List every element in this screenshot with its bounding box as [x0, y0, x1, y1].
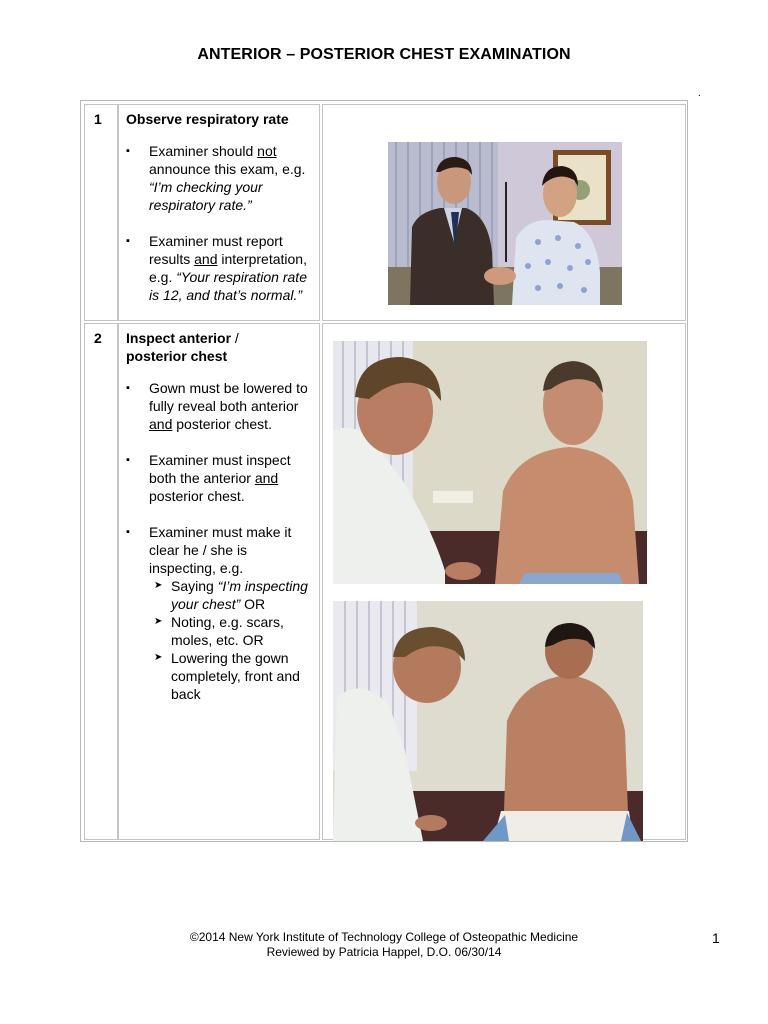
step-2-number-cell: [84, 323, 118, 840]
bullet-item: [119, 523, 317, 703]
photo-inspect-posterior-chest: [333, 601, 643, 841]
photo-greeting-handshake: [388, 142, 622, 305]
footer-copyright: ©2014 New York Institute of Technology College of Osteopathic Medicine: [189, 930, 579, 944]
step-title: Observe respiratory rate: [126, 111, 289, 127]
page-title: ANTERIOR – POSTERIOR CHEST EXAMINATION: [197, 46, 571, 63]
bullet-text: “Your respiration rate is 12, and that’s normal.”: [149, 269, 307, 303]
step-title: [126, 329, 239, 365]
arrow-bullet-icon: ➤: [154, 580, 163, 591]
page-number: 1: [712, 930, 720, 946]
bullet-text: posterior chest.: [172, 416, 272, 432]
bullet-text: not: [257, 143, 277, 159]
arrow-bullet-icon: ➤: [154, 616, 163, 627]
bullet-text: and: [149, 416, 173, 432]
square-bullet-icon: ▪: [126, 454, 130, 466]
bullet-item: [119, 379, 317, 433]
step-title-line2: posterior chest: [126, 348, 228, 364]
bullet-text: Lowering the gown completely, front and back: [171, 650, 300, 702]
step-title-slash: /: [231, 330, 239, 346]
bullet-text: OR: [240, 596, 266, 612]
step-2-photo-cell: [322, 323, 686, 840]
footer: [0, 930, 768, 960]
bullet-text: announce this exam, e.g.: [149, 161, 306, 177]
bullet-text: Examiner must report results: [149, 233, 283, 267]
bullet-text: Noting, e.g. scars, moles, etc. OR: [171, 614, 284, 648]
bullet-text: Examiner must inspect both the anterior: [149, 452, 291, 486]
bullet-text: posterior chest.: [149, 488, 245, 504]
sub-bullet-item: [149, 613, 317, 649]
bullet-item: [119, 451, 317, 505]
step-title-main: Inspect anterior: [126, 330, 232, 346]
bullet-item: [119, 142, 317, 214]
step-2-text-cell: [118, 323, 320, 840]
step-1-bullets: [119, 142, 317, 322]
arrow-bullet-icon: ➤: [154, 652, 163, 663]
stray-mark: .: [698, 88, 701, 99]
sub-bullet-list: [149, 577, 317, 703]
step-number: 2: [94, 330, 102, 346]
bullet-text: Examiner should: [149, 143, 258, 159]
bullet-text: “I’m inspecting your chest”: [171, 578, 308, 612]
footer-reviewed-by: Reviewed by Patricia Happel, D.O. 06/30/14: [266, 945, 502, 959]
exam-table: [80, 100, 688, 842]
square-bullet-icon: ▪: [126, 526, 130, 538]
step-1-number-cell: [84, 104, 118, 321]
bullet-text: Gown must be lowered to fully reveal both anterior: [149, 380, 308, 414]
bullet-text: Examiner must make it clear he / she is inspecting, e.g.: [149, 524, 292, 576]
bullet-text: “I’m checking your respiratory rate.”: [149, 179, 263, 213]
square-bullet-icon: ▪: [126, 235, 130, 247]
square-bullet-icon: ▪: [126, 145, 130, 157]
step-2-bullets: [119, 379, 317, 721]
sub-bullet-item: [149, 649, 317, 703]
bullet-text: Saying: [171, 578, 218, 594]
photo-inspect-anterior-chest: [333, 341, 647, 584]
step-1-photo-cell: [322, 104, 686, 321]
bullet-text: interpretation, e.g.: [149, 251, 307, 285]
step-number: 1: [94, 111, 102, 127]
bullet-text: and: [194, 251, 218, 267]
step-1-text-cell: [118, 104, 320, 321]
bullet-item: [119, 232, 317, 304]
bullet-text: and: [254, 470, 279, 486]
square-bullet-icon: ▪: [126, 382, 130, 394]
sub-bullet-item: [149, 577, 317, 613]
